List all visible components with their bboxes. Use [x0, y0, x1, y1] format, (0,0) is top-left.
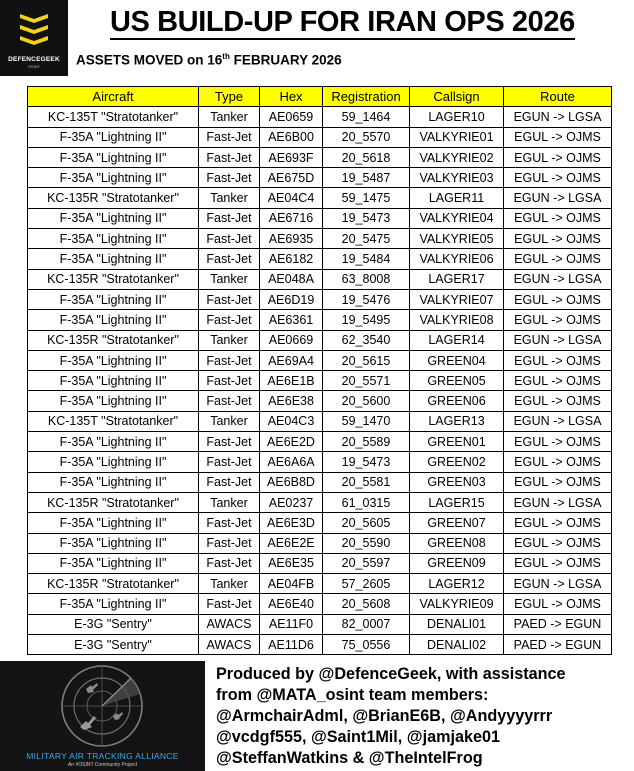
cell-type: Fast-Jet	[199, 472, 260, 492]
table-row	[28, 533, 612, 553]
cell-registration: 19_5487	[323, 168, 410, 188]
cell-aircraft: KC-135T "Stratotanker"	[28, 107, 199, 127]
cell-aircraft: KC-135R "Stratotanker"	[28, 574, 199, 594]
cell-type: Fast-Jet	[199, 432, 260, 452]
column-header-route: Route	[504, 87, 612, 107]
cell-aircraft: F-35A "Lightning II"	[28, 147, 199, 167]
cell-hex: AE04FB	[260, 574, 323, 594]
cell-registration: 20_5589	[323, 432, 410, 452]
column-header-aircraft: Aircraft	[28, 87, 199, 107]
cell-route: EGUL -> OJMS	[504, 472, 612, 492]
cell-aircraft: F-35A "Lightning II"	[28, 533, 199, 553]
cell-callsign: GREEN08	[410, 533, 504, 553]
cell-route: EGUL -> OJMS	[504, 371, 612, 391]
cell-hex: AE6D19	[260, 289, 323, 309]
cell-hex: AE04C4	[260, 188, 323, 208]
cell-aircraft: F-35A "Lightning II"	[28, 208, 199, 228]
cell-aircraft: KC-135R "Stratotanker"	[28, 492, 199, 512]
table-row	[28, 208, 612, 228]
cell-hex: AE6E1B	[260, 371, 323, 391]
table-row	[28, 147, 612, 167]
cell-registration: 20_5618	[323, 147, 410, 167]
column-header-hex: Hex	[260, 87, 323, 107]
cell-type: Tanker	[199, 492, 260, 512]
cell-type: Tanker	[199, 411, 260, 431]
table-row	[28, 249, 612, 269]
cell-type: Fast-Jet	[199, 249, 260, 269]
cell-registration: 59_1464	[323, 107, 410, 127]
column-header-callsign: Callsign	[410, 87, 504, 107]
cell-route: EGUN -> LGSA	[504, 107, 612, 127]
cell-route: EGUL -> OJMS	[504, 533, 612, 553]
table-row	[28, 411, 612, 431]
cell-type: Fast-Jet	[199, 594, 260, 614]
cell-hex: AE6B8D	[260, 472, 323, 492]
cell-hex: AE693F	[260, 147, 323, 167]
cell-aircraft: F-35A "Lightning II"	[28, 391, 199, 411]
cell-route: EGUN -> LGSA	[504, 492, 612, 512]
cell-aircraft: KC-135R "Stratotanker"	[28, 188, 199, 208]
cell-registration: 20_5605	[323, 513, 410, 533]
cell-type: AWACS	[199, 614, 260, 634]
credits-line: Produced by @DefenceGeek, with assistance	[216, 665, 566, 683]
cell-route: EGUL -> OJMS	[504, 594, 612, 614]
table-row	[28, 635, 612, 655]
table-row	[28, 574, 612, 594]
subtitle-prefix: ASSETS MOVED on 16	[76, 52, 223, 68]
table-row	[28, 310, 612, 330]
credits-line: from @MATA_osint team members:	[216, 686, 489, 704]
cell-aircraft: E-3G "Sentry"	[28, 614, 199, 634]
cell-route: EGUL -> OJMS	[504, 513, 612, 533]
cell-type: Fast-Jet	[199, 533, 260, 553]
cell-callsign: LAGER14	[410, 330, 504, 350]
page-title: US BUILD-UP FOR IRAN OPS 2026	[110, 6, 575, 38]
chevron-icon	[20, 14, 48, 23]
assets-table	[27, 86, 612, 655]
cell-registration: 63_8008	[323, 269, 410, 289]
credits-line: @SteffanWatkins & @TheIntelFrog	[216, 749, 483, 767]
cell-type: Fast-Jet	[199, 513, 260, 533]
table-row	[28, 107, 612, 127]
table-header-row	[28, 87, 612, 107]
credits	[216, 664, 566, 769]
cell-type: Fast-Jet	[199, 208, 260, 228]
cell-type: Fast-Jet	[199, 371, 260, 391]
cell-hex: AE675D	[260, 168, 323, 188]
cell-hex: AE04C3	[260, 411, 323, 431]
cell-hex: AE6716	[260, 208, 323, 228]
cell-callsign: LAGER13	[410, 411, 504, 431]
cell-registration: 20_5581	[323, 472, 410, 492]
cell-hex: AE6E2D	[260, 432, 323, 452]
page-subtitle	[76, 52, 342, 68]
cell-callsign: DENALI02	[410, 635, 504, 655]
cell-aircraft: F-35A "Lightning II"	[28, 289, 199, 309]
table-row	[28, 371, 612, 391]
cell-route: EGUL -> OJMS	[504, 249, 612, 269]
cell-registration: 82_0007	[323, 614, 410, 634]
cell-aircraft: F-35A "Lightning II"	[28, 249, 199, 269]
cell-hex: AE6361	[260, 310, 323, 330]
column-header-type: Type	[199, 87, 260, 107]
cell-type: Tanker	[199, 107, 260, 127]
cell-registration: 19_5476	[323, 289, 410, 309]
table-row	[28, 492, 612, 512]
cell-route: EGUL -> OJMS	[504, 432, 612, 452]
cell-hex: AE6A6A	[260, 452, 323, 472]
cell-callsign: GREEN04	[410, 350, 504, 370]
column-header-registration: Registration	[323, 87, 410, 107]
cell-type: Fast-Jet	[199, 452, 260, 472]
cell-callsign: GREEN07	[410, 513, 504, 533]
cell-route: EGUL -> OJMS	[504, 289, 612, 309]
cell-callsign: VALKYRIE08	[410, 310, 504, 330]
cell-registration: 20_5608	[323, 594, 410, 614]
table-row	[28, 391, 612, 411]
cell-aircraft: F-35A "Lightning II"	[28, 168, 199, 188]
table-row	[28, 452, 612, 472]
credits-line: @vcdgf555, @Saint1Mil, @jamjake01	[216, 728, 500, 746]
cell-callsign: VALKYRIE09	[410, 594, 504, 614]
cell-registration: 61_0315	[323, 492, 410, 512]
cell-registration: 75_0556	[323, 635, 410, 655]
cell-registration: 19_5484	[323, 249, 410, 269]
cell-registration: 20_5615	[323, 350, 410, 370]
cell-callsign: LAGER10	[410, 107, 504, 127]
table-row	[28, 330, 612, 350]
cell-route: EGUL -> OJMS	[504, 310, 612, 330]
table-row	[28, 229, 612, 249]
table-row	[28, 269, 612, 289]
cell-hex: AE6935	[260, 229, 323, 249]
cell-registration: 20_5600	[323, 391, 410, 411]
cell-hex: AE6E38	[260, 391, 323, 411]
cell-route: EGUL -> OJMS	[504, 168, 612, 188]
cell-callsign: DENALI01	[410, 614, 504, 634]
cell-hex: AE11D6	[260, 635, 323, 655]
cell-aircraft: F-35A "Lightning II"	[28, 452, 199, 472]
cell-hex: AE6E40	[260, 594, 323, 614]
cell-type: Fast-Jet	[199, 553, 260, 573]
cell-callsign: VALKYRIE02	[410, 147, 504, 167]
table-row	[28, 188, 612, 208]
table-row	[28, 168, 612, 188]
cell-aircraft: F-35A "Lightning II"	[28, 553, 199, 573]
cell-callsign: VALKYRIE04	[410, 208, 504, 228]
cell-hex: AE0237	[260, 492, 323, 512]
cell-registration: 19_5473	[323, 452, 410, 472]
cell-aircraft: KC-135T "Stratotanker"	[28, 411, 199, 431]
cell-aircraft: KC-135R "Stratotanker"	[28, 269, 199, 289]
cell-type: Tanker	[199, 574, 260, 594]
cell-type: Fast-Jet	[199, 350, 260, 370]
cell-type: Tanker	[199, 269, 260, 289]
cell-registration: 59_1475	[323, 188, 410, 208]
cell-aircraft: F-35A "Lightning II"	[28, 472, 199, 492]
cell-callsign: GREEN06	[410, 391, 504, 411]
cell-hex: AE6E35	[260, 553, 323, 573]
cell-type: Fast-Jet	[199, 289, 260, 309]
cell-callsign: LAGER11	[410, 188, 504, 208]
mata-logo	[0, 661, 205, 771]
cell-hex: AE6E3D	[260, 513, 323, 533]
table-row	[28, 350, 612, 370]
cell-type: AWACS	[199, 635, 260, 655]
cell-hex: AE11F0	[260, 614, 323, 634]
cell-registration: 20_5590	[323, 533, 410, 553]
cell-callsign: LAGER12	[410, 574, 504, 594]
cell-callsign: VALKYRIE06	[410, 249, 504, 269]
cell-registration: 57_2605	[323, 574, 410, 594]
cell-hex: AE048A	[260, 269, 323, 289]
cell-aircraft: F-35A "Lightning II"	[28, 127, 199, 147]
cell-hex: AE6B00	[260, 127, 323, 147]
cell-route: EGUN -> LGSA	[504, 330, 612, 350]
cell-aircraft: F-35A "Lightning II"	[28, 432, 199, 452]
cell-route: PAED -> EGUN	[504, 635, 612, 655]
cell-route: EGUL -> OJMS	[504, 553, 612, 573]
chevron-icon	[20, 25, 48, 34]
cell-route: PAED -> EGUN	[504, 614, 612, 634]
cell-registration: 19_5495	[323, 310, 410, 330]
cell-aircraft: KC-135R "Stratotanker"	[28, 330, 199, 350]
cell-aircraft: F-35A "Lightning II"	[28, 371, 199, 391]
table-row	[28, 594, 612, 614]
table-body	[28, 107, 612, 655]
cell-aircraft: F-35A "Lightning II"	[28, 513, 199, 533]
cell-type: Tanker	[199, 188, 260, 208]
credits-line: @ArmchairAdml, @BrianE6B, @Andyyyyrrr	[216, 707, 553, 725]
cell-route: EGUL -> OJMS	[504, 147, 612, 167]
cell-route: EGUN -> LGSA	[504, 188, 612, 208]
cell-route: EGUL -> OJMS	[504, 229, 612, 249]
cell-registration: 19_5473	[323, 208, 410, 228]
table-row	[28, 614, 612, 634]
cell-type: Fast-Jet	[199, 229, 260, 249]
cell-hex: AE6182	[260, 249, 323, 269]
cell-route: EGUL -> OJMS	[504, 127, 612, 147]
table-row	[28, 472, 612, 492]
radar-icon	[0, 661, 205, 751]
cell-type: Tanker	[199, 330, 260, 350]
cell-registration: 62_3540	[323, 330, 410, 350]
cell-registration: 20_5475	[323, 229, 410, 249]
table-row	[28, 289, 612, 309]
cell-registration: 20_5597	[323, 553, 410, 573]
cell-callsign: GREEN02	[410, 452, 504, 472]
cell-callsign: GREEN05	[410, 371, 504, 391]
cell-callsign: LAGER15	[410, 492, 504, 512]
cell-registration: 20_5570	[323, 127, 410, 147]
cell-callsign: LAGER17	[410, 269, 504, 289]
table-row	[28, 432, 612, 452]
cell-route: EGUN -> LGSA	[504, 411, 612, 431]
cell-hex: AE0669	[260, 330, 323, 350]
cell-aircraft: F-35A "Lightning II"	[28, 310, 199, 330]
table-row	[28, 513, 612, 533]
cell-callsign: GREEN03	[410, 472, 504, 492]
cell-route: EGUL -> OJMS	[504, 452, 612, 472]
cell-callsign: GREEN01	[410, 432, 504, 452]
chevron-icon	[20, 36, 48, 45]
cell-callsign: VALKYRIE07	[410, 289, 504, 309]
cell-registration: 59_1470	[323, 411, 410, 431]
cell-callsign: VALKYRIE01	[410, 127, 504, 147]
cell-type: Fast-Jet	[199, 147, 260, 167]
cell-hex: AE69A4	[260, 350, 323, 370]
cell-hex: AE6E2E	[260, 533, 323, 553]
cell-callsign: VALKYRIE03	[410, 168, 504, 188]
subtitle-sup: th	[222, 52, 230, 61]
cell-route: EGUN -> LGSA	[504, 574, 612, 594]
cell-aircraft: F-35A "Lightning II"	[28, 350, 199, 370]
mata-sub: An #OSINT Community Project	[67, 762, 138, 768]
cell-hex: AE0659	[260, 107, 323, 127]
logo-sub: OSINT	[27, 64, 41, 69]
table-row	[28, 127, 612, 147]
cell-callsign: VALKYRIE05	[410, 229, 504, 249]
cell-registration: 20_5571	[323, 371, 410, 391]
cell-type: Fast-Jet	[199, 127, 260, 147]
cell-route: EGUL -> OJMS	[504, 350, 612, 370]
cell-type: Fast-Jet	[199, 310, 260, 330]
cell-type: Fast-Jet	[199, 391, 260, 411]
cell-aircraft: F-35A "Lightning II"	[28, 594, 199, 614]
cell-type: Fast-Jet	[199, 168, 260, 188]
cell-callsign: GREEN09	[410, 553, 504, 573]
cell-aircraft: F-35A "Lightning II"	[28, 229, 199, 249]
cell-route: EGUL -> OJMS	[504, 391, 612, 411]
subtitle-suffix: FEBRUARY 2026	[229, 52, 342, 68]
mata-name: MILITARY AIR TRACKING ALLIANCE	[26, 751, 179, 761]
logo-name: DEFENCEGEEK	[8, 56, 60, 63]
table-row	[28, 553, 612, 573]
cell-aircraft: E-3G "Sentry"	[28, 635, 199, 655]
defencegeek-logo	[0, 0, 68, 76]
cell-route: EGUL -> OJMS	[504, 208, 612, 228]
cell-route: EGUN -> LGSA	[504, 269, 612, 289]
